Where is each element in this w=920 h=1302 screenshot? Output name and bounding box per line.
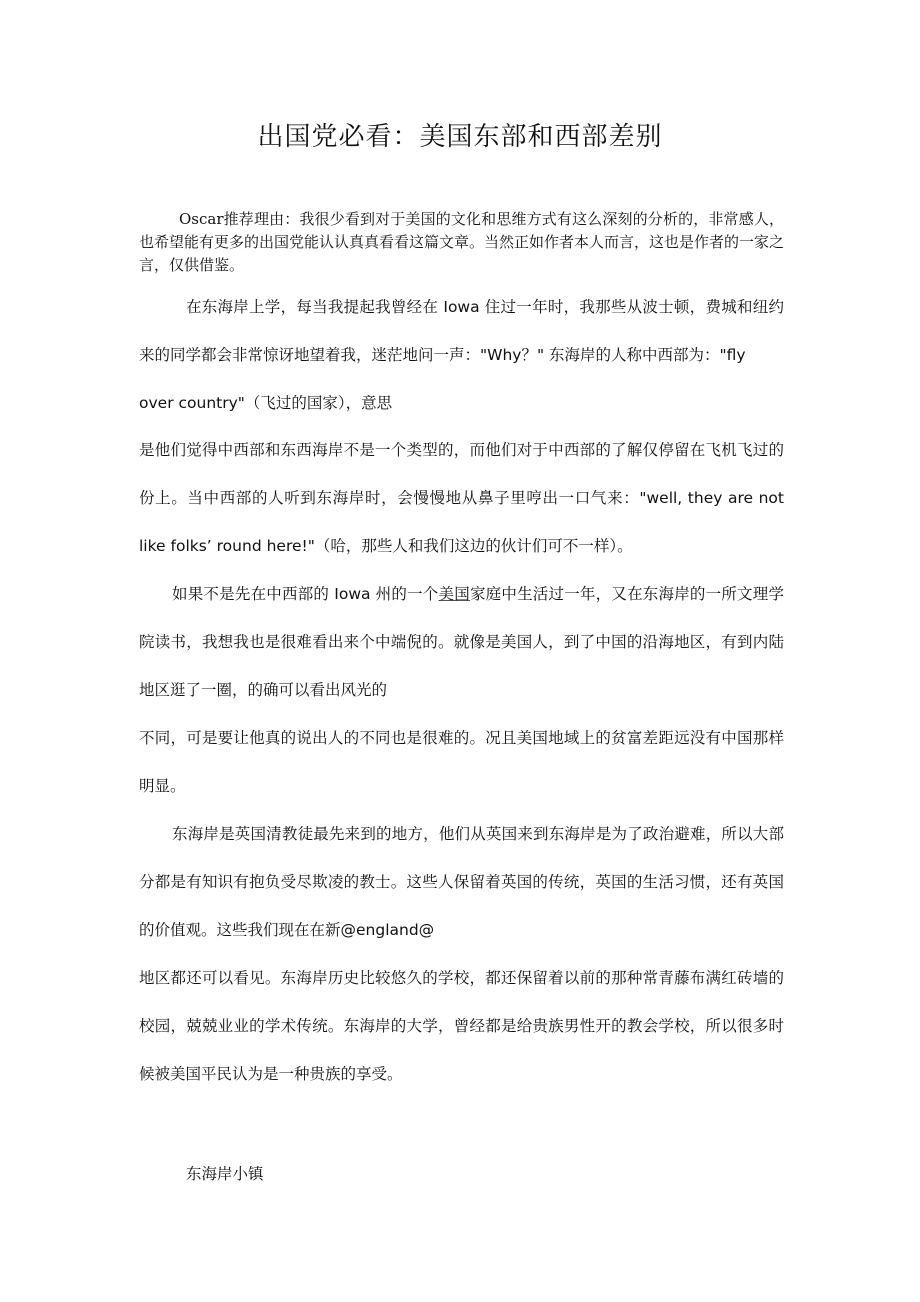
section-heading-east-coast-town: 东海岸小镇 [186, 1165, 264, 1183]
paragraph-iowa-text-end: 家庭中生活过一年，又在东海岸的一所文理学院读书，我想我也是很难看出来个中端倪的。就像是美国人，到了中国的沿海地区，有到内陆地区逛了一圈，的确可以看出风光的 [139, 585, 784, 699]
paragraph-midwest-view: 是他们觉得中西部和东西海岸不是一个类型的，而他们对于中西部的了解仅停留在飞机飞过的份上。当中西部的人听到东海岸时，会慢慢地从鼻子里哼出一口气来："well, they are not like folks’ round here!"（哈，那些人和我们这边的伙计们可不一样）。 [139, 441, 784, 555]
paragraph-puritans: 东海岸是英国清教徒最先来到的地方，他们从英国来到东海岸是为了政治避难，所以大部分都是有知识有抱负受尽欺凌的教士。这些人保留着英国的传统，英国的生活习惯，还有英国的价值观。这些我们现在在新@england@ [139, 825, 784, 939]
america-link[interactable]: 美国 [438, 585, 470, 603]
paragraph-old-schools: 地区都还可以看见。东海岸历史比较悠久的学校，都还保留着以前的那种常青藤布满红砖墙的校园，兢兢业业的学术传统。东海岸的大学，曾经都是给贵族男性开的教会学校，所以很多时候被美国平民认为是一种贵族的享受。 [139, 969, 784, 1083]
paragraph-fly-over-country: over country"（飞过的国家），意思 [139, 394, 393, 412]
paragraph-east-coast-school: 在东海岸上学，每当我提起我曾经在 Iowa 住过一年时，我那些从波士顿，费城和纽约来的同学都会非常惊讶地望着我，迷茫地问一声："Why？" 东海岸的人称中西部为："fly [139, 298, 784, 364]
paragraph-iowa-text-start: 如果不是先在中西部的 Iowa 州的一个 [172, 585, 439, 603]
document-title: 出国党必看：美国东部和西部差别 [257, 122, 663, 152]
paragraph-iowa-family [139, 570, 784, 714]
intro-paragraph: Oscar推荐理由：我很少看到对于美国的文化和思维方式有这么深刻的分析的，非常感人，也希望能有更多的出国党能认认真真看看这篇文章。当然正如作者本人而言，这也是作者的一家之言，仅供借鉴。 [139, 210, 785, 274]
paragraph-wealth-gap: 不同，可是要让他真的说出人的不同也是很难的。况且美国地域上的贫富差距远没有中国那样明显。 [139, 729, 784, 795]
